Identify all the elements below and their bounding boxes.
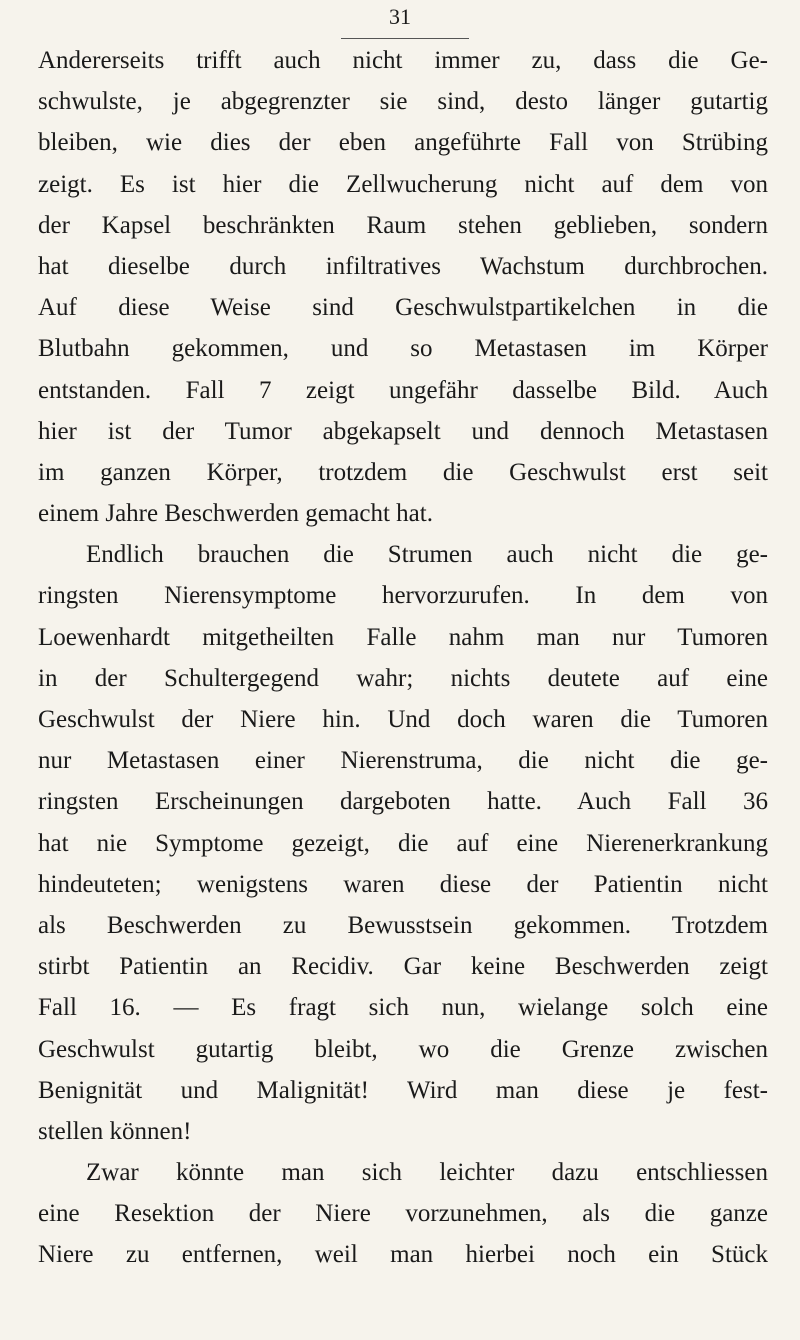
text-line: Benignität und Malignität! Wird man diese je fest- xyxy=(38,1076,768,1104)
text-line: Auf diese Weise sind Geschwulstpartikelchen in die xyxy=(38,294,768,322)
body-text xyxy=(38,40,768,1276)
text-line: entstanden. Fall 7 zeigt ungefähr dasselbe Bild. Auch xyxy=(38,376,768,404)
text-line: schwulste, je abgegrenzter sie sind, desto länger gutartig xyxy=(38,88,768,116)
text-line: ringsten Nierensymptome hervorzurufen. In dem von xyxy=(38,582,768,610)
text-line: stellen können! xyxy=(38,1117,192,1145)
text-line: Blutbahn gekommen, und so Metastasen im Körper xyxy=(38,335,768,363)
text-line: in der Schultergegend wahr; nichts deutete auf eine xyxy=(38,664,768,692)
text-line: Zwar könnte man sich leichter dazu entschliessen xyxy=(86,1159,768,1187)
text-line: hat dieselbe durch infiltratives Wachstum durchbrochen. xyxy=(38,252,768,280)
text-line: Andererseits trifft auch nicht immer zu, dass die Ge- xyxy=(38,47,768,74)
text-line: als Beschwerden zu Bewusstsein gekommen. Trotzdem xyxy=(38,911,768,939)
text-line: der Kapsel beschränkten Raum stehen geblieben, sondern xyxy=(38,211,768,239)
text-line: Niere zu entfernen, weil man hierbei noch ein Stück xyxy=(38,1241,768,1269)
text-line: eine Resektion der Niere vorzunehmen, als die ganze xyxy=(38,1200,768,1228)
page-number: 31 xyxy=(389,4,411,29)
text-line: zeigt. Es ist hier die Zellwucherung nicht auf dem von xyxy=(38,170,768,198)
text-line: im ganzen Körper, trotzdem die Geschwulst erst seit xyxy=(38,458,768,486)
text-line: bleiben, wie dies der eben angeführte Fall von Strübing xyxy=(38,129,768,157)
text-line: Endlich brauchen die Strumen auch nicht die ge- xyxy=(86,541,768,569)
text-line: hat nie Symptome gezeigt, die auf eine Nierenerkrankung xyxy=(38,829,768,857)
text-line: hier ist der Tumor abgekapselt und dennoch Metastasen xyxy=(38,417,768,445)
text-line: hindeuteten; wenigstens waren diese der Patientin nicht xyxy=(38,870,768,898)
text-line: einem Jahre Beschwerden gemacht hat. xyxy=(38,500,433,528)
text-line: Geschwulst der Niere hin. Und doch waren die Tumoren xyxy=(38,706,768,733)
text-line: Fall 16. — Es fragt sich nun, wielange solch eine xyxy=(38,994,768,1022)
text-line: Geschwulst gutartig bleibt, wo die Grenze zwischen xyxy=(38,1035,768,1063)
text-line: Loewenhardt mitgetheilten Falle nahm man nur Tumoren xyxy=(38,623,768,651)
text-line: nur Metastasen einer Nierenstruma, die nicht die ge- xyxy=(38,747,768,775)
text-line: stirbt Patientin an Recidiv. Gar keine Beschwerden zeigt xyxy=(38,953,768,981)
page-number-rule xyxy=(341,38,469,39)
text-line: ringsten Erscheinungen dargeboten hatte. Auch Fall 36 xyxy=(38,788,768,816)
